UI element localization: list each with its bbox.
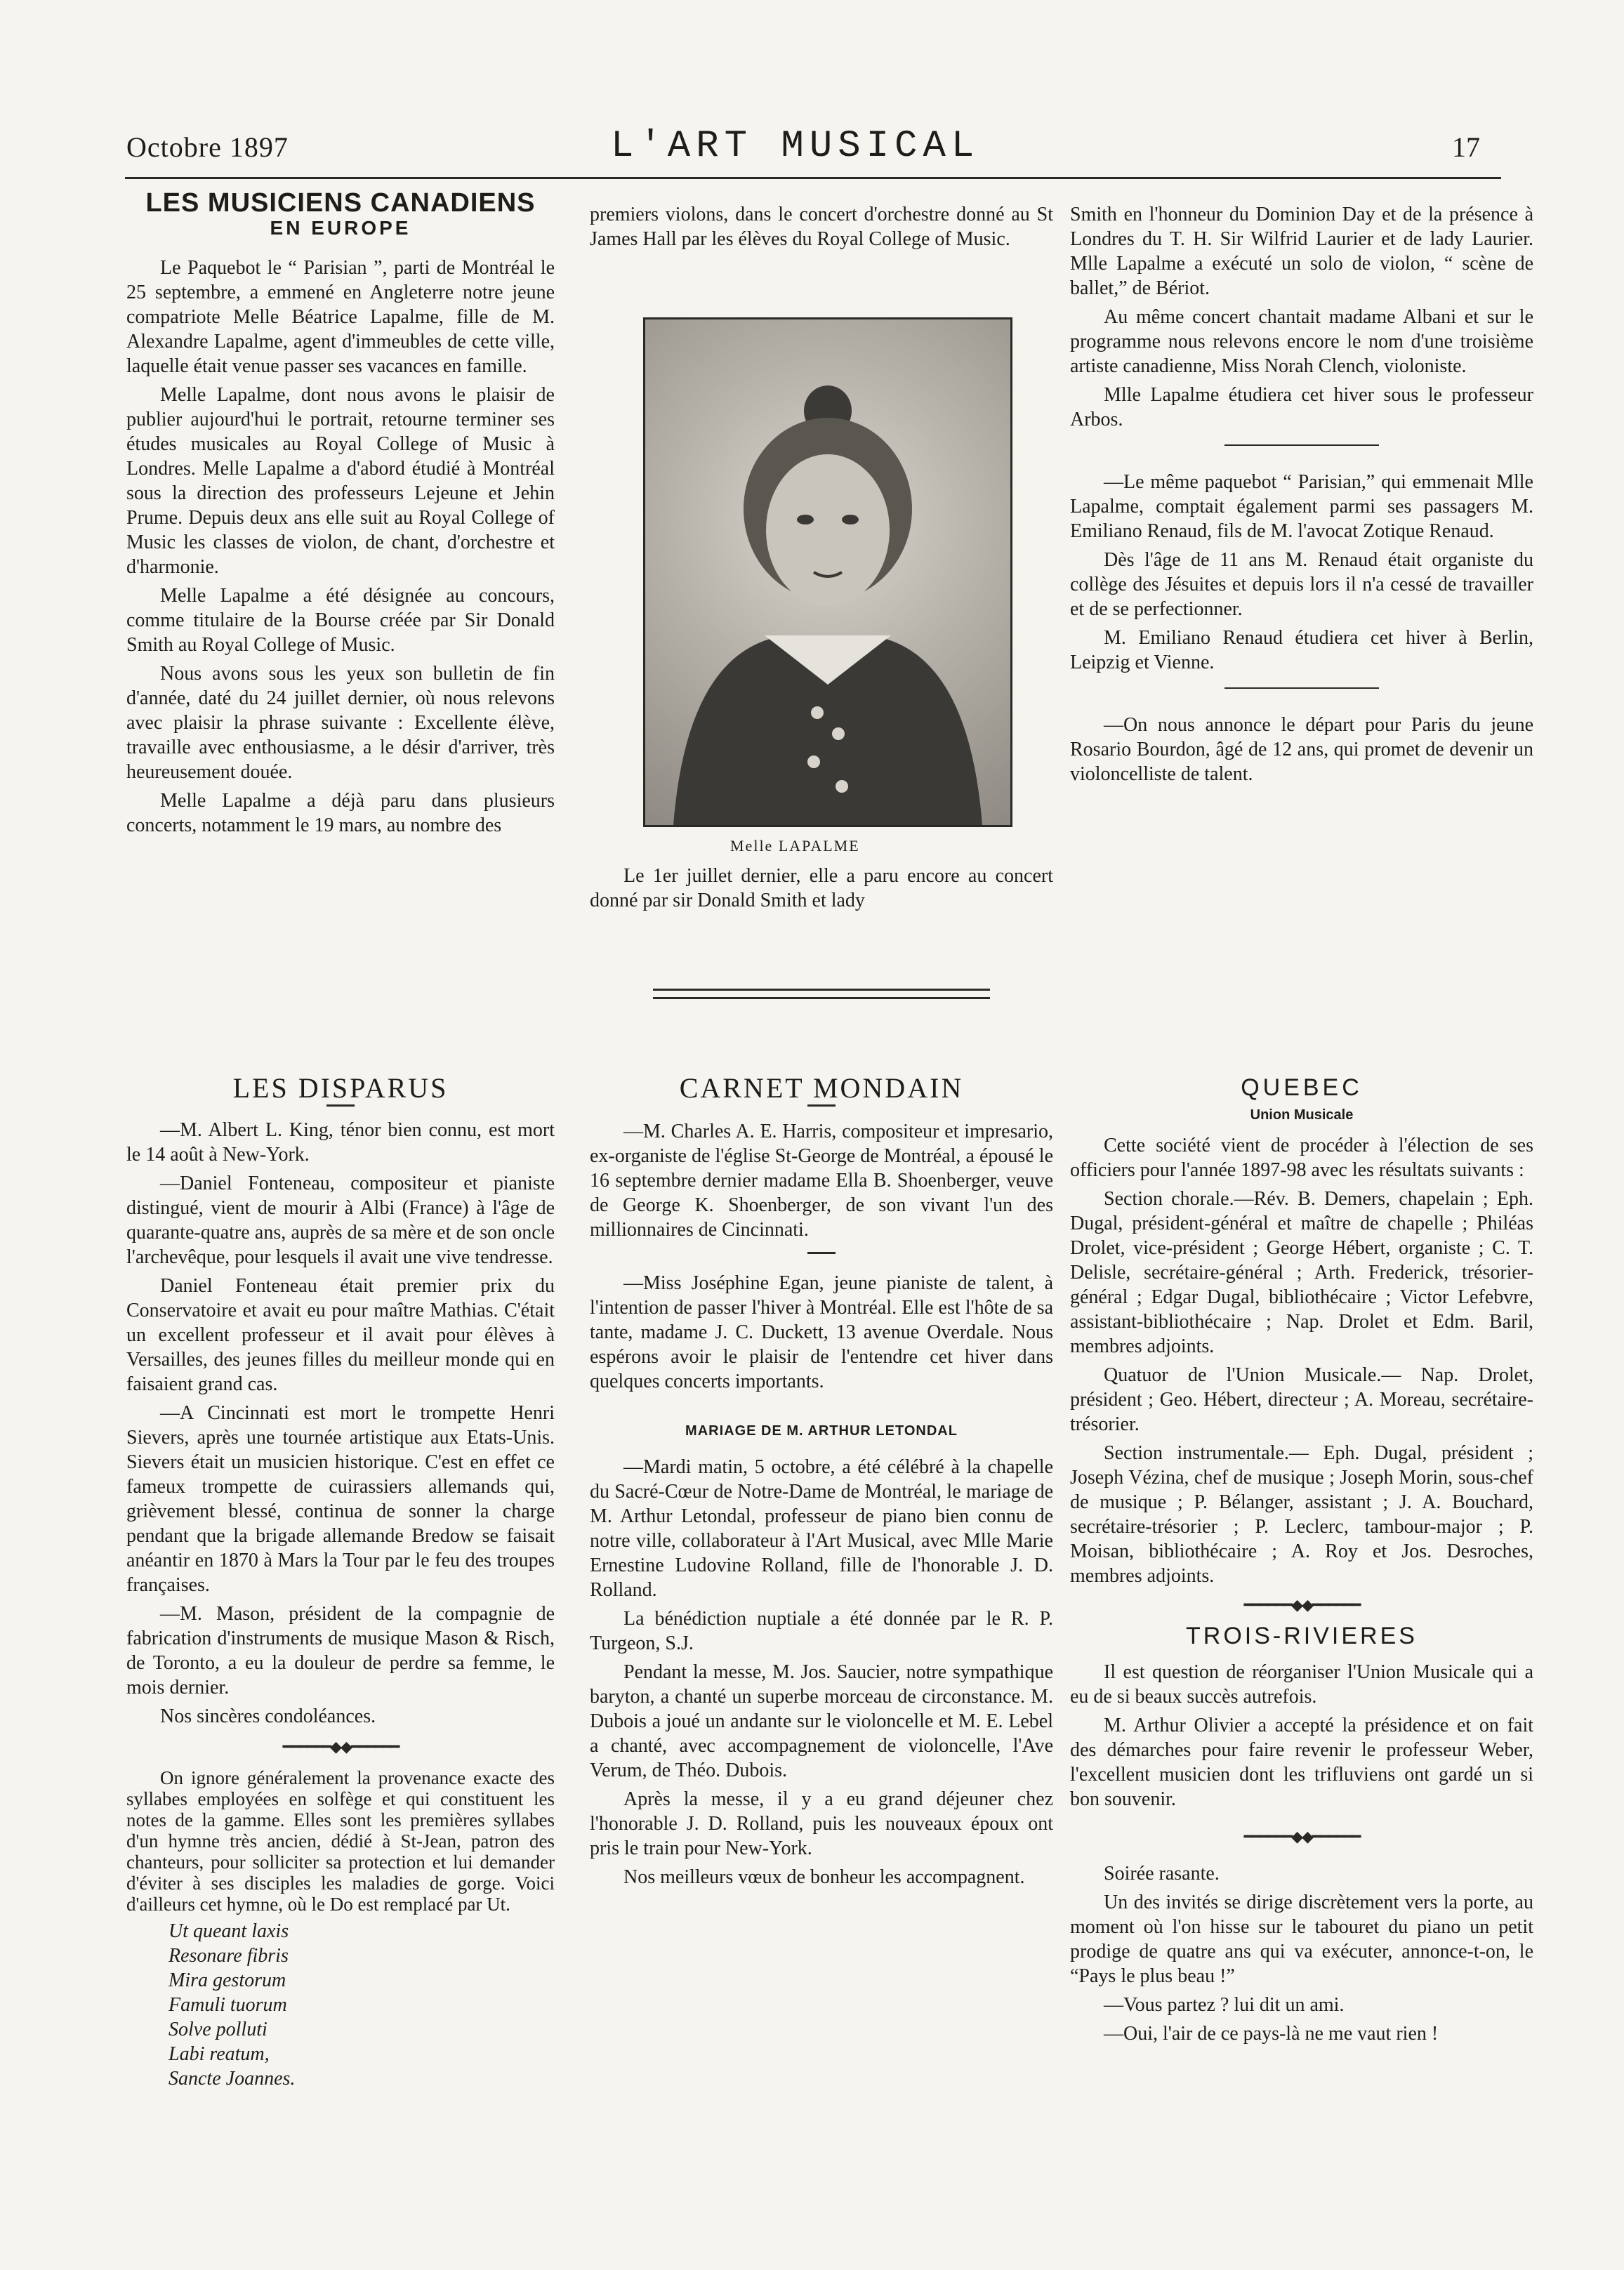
carnet-column: [590, 1072, 1053, 1894]
musiciens-paragraph: Melle Lapalme a été désignée au concours, comme titulaire de la Bourse créée par Sir Donald Smith au Royal College of Music.: [126, 585, 555, 656]
hymn-line: Sancte Joannes.: [169, 2068, 296, 2090]
mid-bottom-text: Le 1er juillet dernier, elle a paru encore au concert donné par sir Donald Smith et lady: [590, 865, 1053, 911]
mariage-paragraph: La bénédiction nuptiale a été donnée par le R. P. Turgeon, S.J.: [590, 1608, 1053, 1654]
carnet-paragraph: —M. Charles A. E. Harris, compositeur et impresario, ex-organiste de l'église St-George de Montréal, a épousé le 16 septembre dernier madame Ella B. Shoenberger, veuve de George K. Shoenberger, de son vivant l'un des millionnaires de Cincinnati.: [590, 1121, 1053, 1241]
musiciens-column: [126, 188, 555, 842]
hymn-line: Famuli tuorum: [169, 1994, 287, 2016]
section-divider: [1224, 444, 1379, 446]
trois-rivieres-paragraph: Il est question de réorganiser l'Union Musicale qui a eu de si beaux succès autrefois.: [1070, 1661, 1533, 1708]
renaud-paragraph: —Le même paquebot “ Parisian,” qui emmenait Mlle Lapalme, comptait également parmi ses passagers M. Emiliano Renaud, fils de M. l'avocat Zotique Renaud.: [1070, 471, 1533, 542]
solfege-paragraph: On ignore généralement la provenance exacte des syllabes employées en solfège et qui constituent les notes de la gamme. Elles sont les premières syllabes d'un hymne très ancien, dédié à St-Jean, patron des chanteurs, pour solliciter sa protection et lui demander d'éviter à ses disciples les maladies de gorge. Voici d'ailleurs cet hymne, où le Do est remplacé par Ut.: [126, 1767, 555, 1915]
trois-rivieres-paragraph: M. Arthur Olivier a accepté la présidence et on fait des démarches pour faire revenir le professeur Weber, l'excellent musicien dont les trifluviens ont gardé un si bon souvenir.: [1070, 1715, 1533, 1810]
mariage-paragraph: Après la messe, il y a eu grand déjeuner chez l'honorable J. D. Rolland, puis les nouveaux époux ont pris le train pour New-York.: [590, 1788, 1053, 1859]
disparus-paragraph: —M. Mason, président de la compagnie de fabrication d'instruments de musique Mason & Risch, de Toronto, a eu la douleur de perdre sa femme, le mois dernier.: [126, 1603, 555, 1698]
ornament-divider: ━━━━━━◆◆━━━━━━: [282, 1738, 399, 1755]
quebec-title: QUEBEC: [1241, 1074, 1363, 1101]
mid-top-text: premiers violons, dans le concert d'orchestre donné au St James Hall par les élèves du Royal College of Music.: [590, 204, 1053, 250]
section-dash: [807, 1252, 836, 1254]
quebec-paragraph: Section instrumentale.— Eph. Dugal, président ; Joseph Vézina, chef de musique ; Joseph Morin, sous-chef de musique ; P. Bélanger, assistant ; J. A. Bouchard, secrétaire-trésorier ; P. Leclerc, tambour-major ; P. Moisan, bibliothécaire ; A. Roy et Jos. Desroches, membres adjoints.: [1070, 1442, 1533, 1587]
hymn-line: Solve polluti: [169, 2019, 268, 2040]
double-rule-bottom: [653, 997, 990, 999]
ornament-divider: ━━━━━━◆◆━━━━━━: [1243, 1828, 1360, 1845]
masthead-title: L'ART MUSICAL: [611, 125, 980, 168]
mariage-title: MARIAGE DE M. ARTHUR LETONDAL: [685, 1423, 958, 1439]
disparus-paragraph: —A Cincinnati est mort le trompette Henri Sievers, après une tournée artistique aux Etats-Unis. Sievers était un musicien historique. C'est en effet ce fameux trompette de cuirassiers allemands qui, grièvement blessé, continua de sonner la charge pendant que la brigade allemande Bredow se faisait anéantir en 1870 à Mars la Tour par le feu des troupes françaises.: [126, 1402, 555, 1596]
right-paragraph: Au même concert chantait madame Albani et sur le programme nous relevons encore le nom d'une troisième artiste canadienne, Miss Norah Clench, violoniste.: [1070, 306, 1533, 377]
right-paragraph: Mlle Lapalme étudiera cet hiver sous le professeur Arbos.: [1070, 384, 1533, 430]
musiciens-subtitle: EN EUROPE: [270, 217, 411, 239]
title-dash: [326, 1104, 355, 1107]
header-rule: [125, 177, 1501, 179]
disparus-paragraph: Nos sincères condoléances.: [160, 1705, 376, 1727]
musiciens-paragraph: Melle Lapalme a déjà paru dans plusieurs concerts, notamment le 19 mars, au nombre des: [126, 790, 555, 836]
carnet-paragraph: —Miss Joséphine Egan, jeune pianiste de talent, à l'intention de passer l'hiver à Montréal. Elle est l'hôte de sa tante, madame J. C. Duckett, 13 avenue Overdale. Nous espérons avoir le plaisir de l'entendre cet hiver dans quelques concerts importants.: [590, 1272, 1053, 1392]
disparus-paragraph: Daniel Fonteneau était premier prix du Conservatoire et avait eu pour maître Mathias. C'était un excellent professeur et il avait pour élèves à Versailles, des jeunes filles du meilleur monde qui en faisaient grand cas.: [126, 1275, 555, 1395]
quebec-paragraph: Section chorale.—Rév. B. Demers, chapelain ; Eph. Dugal, président-général et maître de chapelle ; Philéas Drolet, vice-président ; George Hébert, organiste ; C. T. Delisle, secrétaire-général ; Arth. Frederick, trésorier-général ; Edgar Dugal, bibliothécaire ; Victor Lefebvre, assistant-bibliothécaire ; Nap. Drolet et Edm. Baril, membres adjoints.: [1070, 1188, 1533, 1357]
soiree-line: Un des invités se dirige discrètement vers la porte, au moment où l'on hisse sur le tabouret du piano un petit prodige de quatre ans qui va exécuter, annonce-t-on, le “Pays le plus beau !”: [1070, 1892, 1533, 1987]
trois-rivieres-title: TROIS-RIVIERES: [1186, 1623, 1418, 1649]
renaud-paragraph: Dès l'âge de 11 ans M. Renaud était organiste du collège des Jésuites et depuis lors il n'a cessé de travailler et de se perfectionner.: [1070, 549, 1533, 620]
musiciens-paragraph: Nous avons sous les yeux son bulletin de fin d'année, daté du 24 juillet dernier, où nous relevons avec plaisir la phrase suivante : Excellente élève, travaille avec enthousiasme, a le désir d'arriver, très heureusement douée.: [126, 663, 555, 783]
page-number: 17: [1452, 131, 1480, 163]
musiciens-mid-top: [590, 202, 1053, 256]
disparus-title: LES DISPARUS: [232, 1072, 449, 1104]
mariage-paragraph: Pendant la messe, M. Jos. Saucier, notre sympathique baryton, a chanté un superbe morceau de circonstance. M. Dubois a joué un andante sur le violoncelle et M. E. Lebel a chanté, avec accompagnement de violoncelle, l'Ave Verum, de Théo. Dubois.: [590, 1661, 1053, 1781]
disparus-paragraph: —M. Albert L. King, ténor bien connu, est mort le 14 août à New-York.: [126, 1119, 555, 1166]
mariage-paragraph: Nos meilleurs vœux de bonheur les accompagnent.: [623, 1866, 1025, 1888]
title-dash: [807, 1104, 836, 1107]
soiree-line: Soirée rasante.: [1104, 1863, 1220, 1885]
carnet-title: CARNET MONDAIN: [679, 1072, 964, 1104]
bourdon-paragraph: —On nous annonce le départ pour Paris du jeune Rosario Bourdon, âgé de 12 ans, qui promet de devenir un violoncelliste de talent.: [1070, 714, 1533, 785]
disparus-paragraph: —Daniel Fonteneau, compositeur et pianiste distingué, vient de mourir à Albi (France) à l'âge de quarante-quatre ans, auprès de sa mère et de son oncle l'archevêque, pour lesquels il avait une vive tendresse.: [126, 1173, 555, 1268]
musiciens-right-column: [1070, 202, 1533, 791]
mariage-paragraph: —Mardi matin, 5 octobre, a été célébré à la chapelle du Sacré-Cœur de Notre-Dame de Montréal, le mariage de M. Arthur Letondal, professeur de piano bien connu de notre ville, collaborateur à l'Art Musical, avec Mlle Marie Ernestine Ludovine Rolland, fille de l'honorable J. D. Rolland.: [590, 1456, 1053, 1601]
portrait-caption: Melle LAPALME: [730, 837, 860, 854]
soiree-line: —Oui, l'air de ce pays-là ne me vaut rien !: [1104, 2023, 1439, 2045]
musiciens-mid-bottom: [590, 864, 1053, 917]
portrait-illustration: [645, 319, 1010, 825]
disparus-column: [126, 1072, 555, 2091]
quebec-paragraph: Cette société vient de procéder à l'élection de ses officiers pour l'année 1897-98 avec les résultats suivants :: [1070, 1135, 1533, 1181]
hymn-line: Mira gestorum: [169, 1969, 286, 1991]
quebec-paragraph: Quatuor de l'Union Musicale.— Nap. Drolet, président ; Geo. Hébert, directeur ; A. Moreau, secrétaire-trésorier.: [1070, 1364, 1533, 1435]
soiree-line: —Vous partez ? lui dit un ami.: [1104, 1994, 1345, 2016]
quebec-column: [1070, 1076, 1533, 2050]
double-rule-top: [653, 989, 990, 991]
musiciens-title: LES MUSICIENS CANADIENS: [145, 188, 536, 218]
musiciens-paragraph: Le Paquebot le “ Parisian ”, parti de Montréal le 25 septembre, a emmené en Angleterre notre jeune compatriote Melle Béatrice Lapalme, fille de M. Alexandre Lapalme, agent d'immeubles de cette ville, laquelle était venue passer ses vacances en famille.: [126, 257, 555, 377]
right-paragraph: Smith en l'honneur du Dominion Day et de la présence à Londres du T. H. Sir Wilfrid Laurier et de lady Laurier. Mlle Lapalme a exécuté un solo de violon, “ scène de ballet,” de Bériot.: [1070, 204, 1533, 299]
ornament-divider: ━━━━━━◆◆━━━━━━: [1243, 1596, 1360, 1614]
portrait-photo: [643, 317, 1012, 827]
quebec-subtitle: Union Musicale: [1250, 1107, 1354, 1123]
renaud-paragraph: M. Emiliano Renaud étudiera cet hiver à Berlin, Leipzig et Vienne.: [1070, 627, 1533, 673]
hymn-line: Resonare fibris: [169, 1945, 289, 1967]
musiciens-paragraph: Melle Lapalme, dont nous avons le plaisir de publier aujourd'hui le portrait, retourne terminer ses études musicales au Royal College of Music à Londres. Melle Lapalme a d'abord étudié à Montréal sous la direction des professeurs Lejeune et Jehin Prume. Depuis deux ans elle suit au Royal College of Music les classes de violon, de chant, d'orchestre et d'harmonie.: [126, 384, 555, 578]
section-divider: [1224, 687, 1379, 689]
issue-date: Octobre 1897: [126, 131, 289, 163]
hymn-line: Ut queant laxis: [169, 1920, 289, 1942]
hymn-line: Labi reatum,: [169, 2043, 270, 2065]
